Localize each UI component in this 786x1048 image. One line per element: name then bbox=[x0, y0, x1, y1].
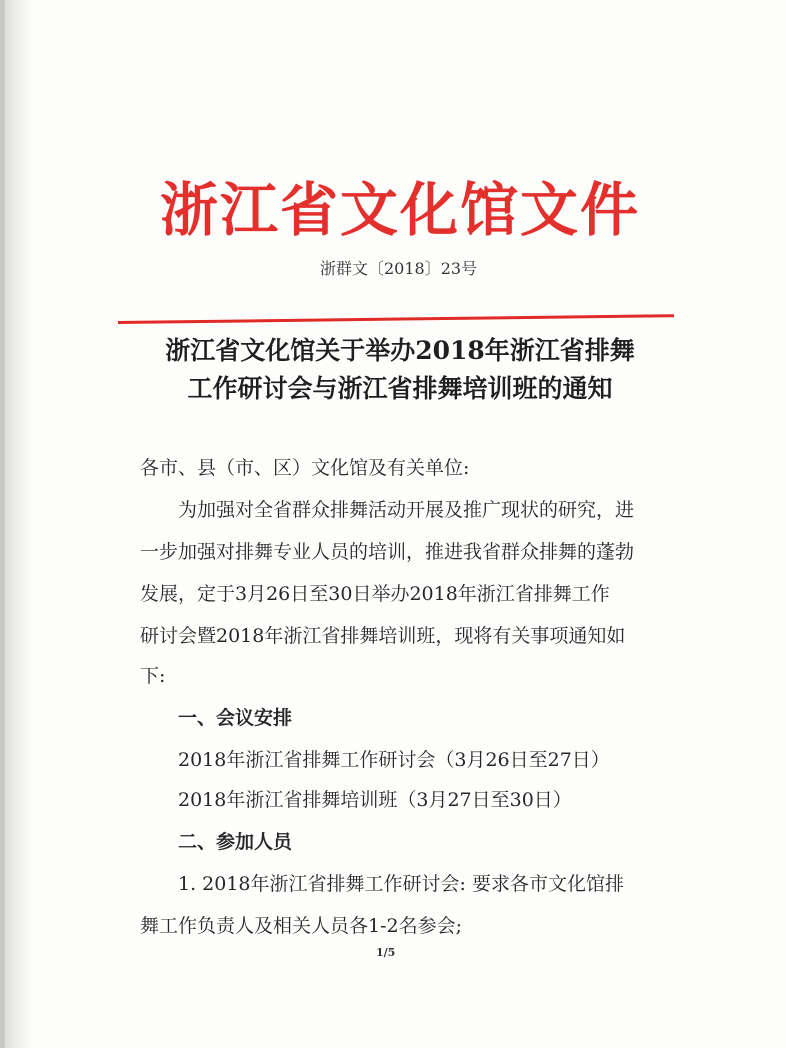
section-1-title: 一、会议安排 bbox=[178, 707, 293, 729]
paragraph-line: 为加强对全省群众排舞活动开展及推广现状的研究，进 bbox=[178, 499, 635, 521]
paragraph-line: 研讨会暨2018年浙江省排舞培训班，现将有关事项通知如 bbox=[140, 625, 626, 647]
page-number: 1/5 bbox=[376, 946, 396, 959]
paragraph-line: 发展，定于3月26日至30日举办2018年浙江省排舞工作 bbox=[140, 583, 610, 605]
salutation: 各市、县（市、区）文化馆及有关单位: bbox=[140, 457, 470, 479]
notice-heading-line-1: 浙江省文化馆关于举办2018年浙江省排舞 bbox=[165, 336, 635, 365]
document-title: 浙江省文化馆文件 bbox=[159, 176, 640, 244]
section-2-line: 1. 2018年浙江省排舞工作研讨会: 要求各市文化馆排 bbox=[178, 873, 624, 895]
red-divider-line bbox=[118, 314, 674, 324]
section-2-title: 二、参加人员 bbox=[178, 831, 293, 853]
paragraph-line: 一步加强对排舞专业人员的培训，推进我省群众排舞的蓬勃 bbox=[140, 541, 635, 563]
page-edge-shadow bbox=[0, 0, 34, 1048]
paragraph-line: 下: bbox=[140, 665, 166, 687]
section-2-line: 舞工作负责人及相关人员各1-2名参会; bbox=[140, 915, 462, 937]
section-1-item: 2018年浙江省排舞工作研讨会（3月26日至27日） bbox=[178, 749, 610, 771]
document-number: 浙群文〔2018〕23号 bbox=[320, 259, 478, 278]
section-1-item: 2018年浙江省排舞培训班（3月27日至30日） bbox=[178, 789, 572, 811]
notice-heading-line-2: 工作研讨会与浙江省排舞培训班的通知 bbox=[187, 374, 613, 403]
page-edge bbox=[0, 0, 5, 1048]
